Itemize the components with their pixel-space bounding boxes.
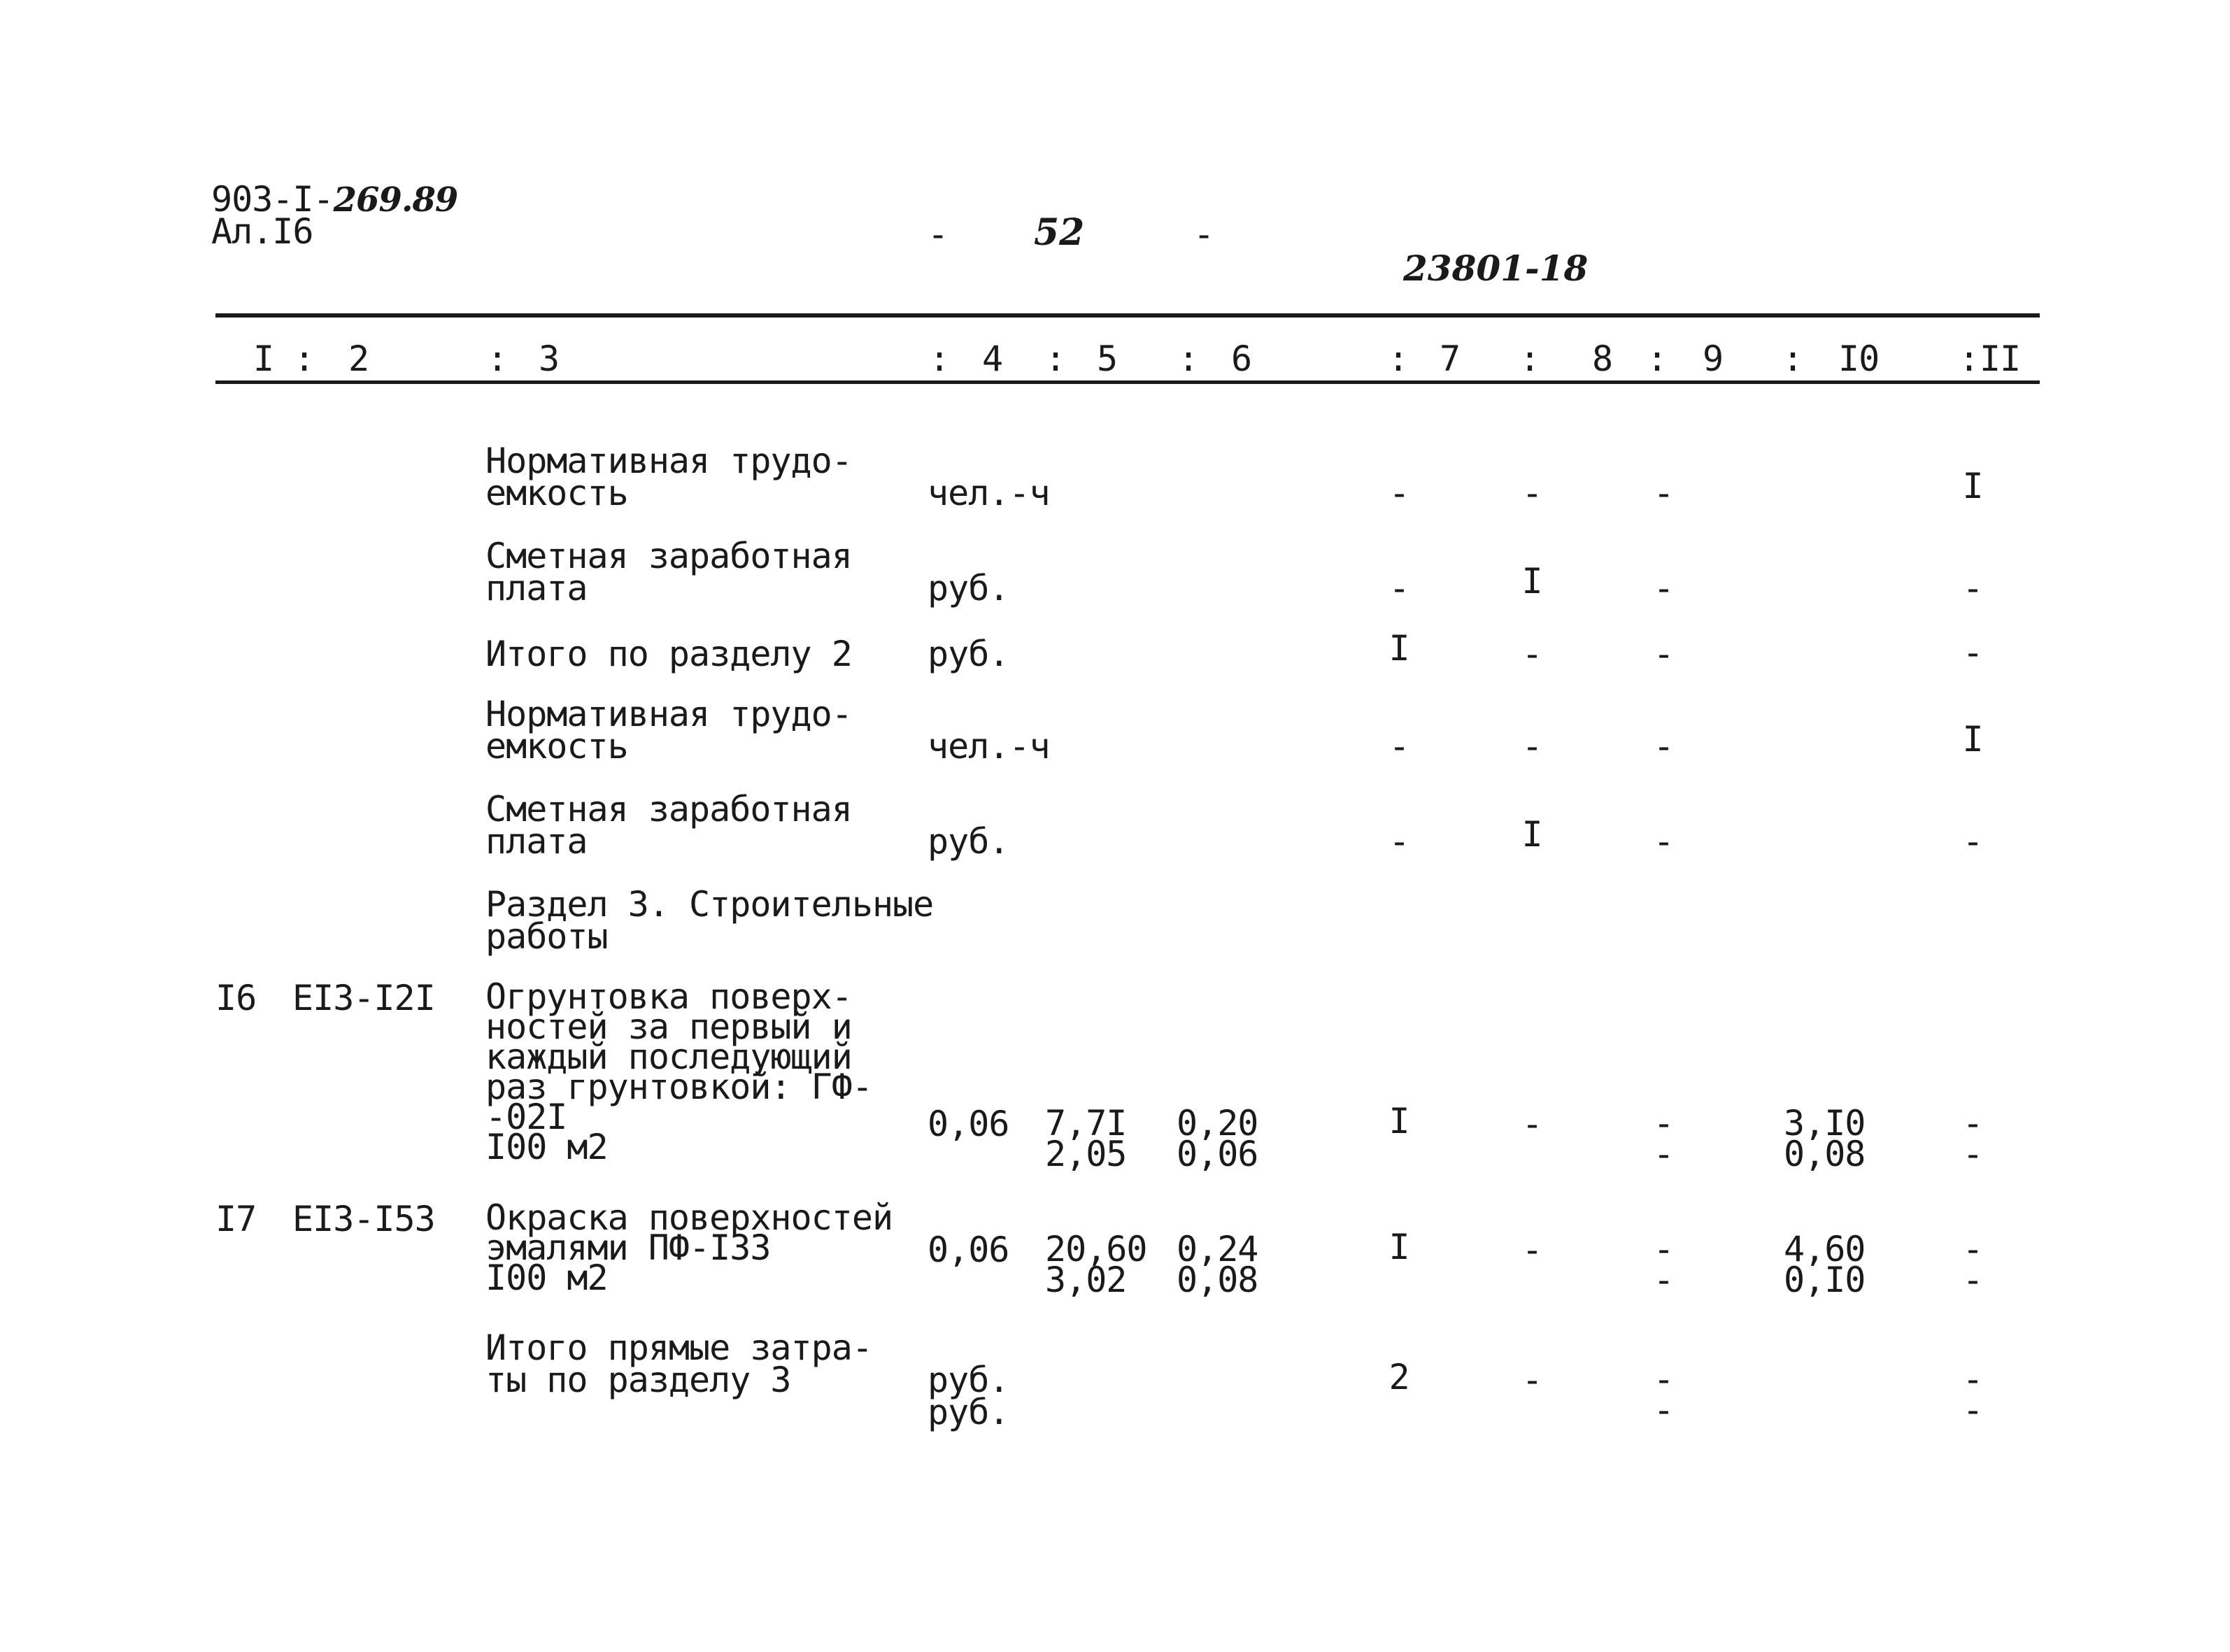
row-col6: 0,20 0,06 xyxy=(1177,1103,1258,1174)
row-description: Нормативная трудо- емкость xyxy=(485,694,852,767)
row-col4: 0,06 xyxy=(928,1104,1009,1144)
row-number: I6 xyxy=(215,978,257,1018)
row-col8: - xyxy=(1521,1360,1542,1400)
row-col6: 0,24 0,08 xyxy=(1177,1229,1258,1300)
row-description: Нормативная трудо- емкость xyxy=(485,441,852,513)
row-unit: чел.-ч xyxy=(928,726,1050,767)
row-description: Сметная заработная плата xyxy=(485,536,852,608)
col-sep-3: : xyxy=(929,339,950,379)
row-col11: - - xyxy=(1962,1103,1983,1174)
row-col11: - xyxy=(1962,632,1983,673)
row-col10: 4,60 0,I0 xyxy=(1784,1229,1866,1300)
col-header-7: 7 xyxy=(1440,339,1461,379)
col-header-2: 2 xyxy=(348,339,369,379)
row-unit: руб. xyxy=(928,634,1009,674)
row-col9: - xyxy=(1653,726,1674,767)
row-col9: - xyxy=(1653,568,1674,608)
col-sep-5: : xyxy=(1178,339,1199,379)
row-unit: руб. руб. xyxy=(928,1360,1009,1432)
row-col7: 2 xyxy=(1389,1357,1409,1397)
col-sep-6: : xyxy=(1388,339,1409,379)
top-rule xyxy=(215,313,2040,318)
row-col10: 3,I0 0,08 xyxy=(1784,1103,1866,1174)
row-col7: - xyxy=(1389,473,1409,513)
row-number: I7 xyxy=(215,1199,257,1239)
row-code: ЕI3-I53 xyxy=(292,1199,435,1239)
row-col8: I xyxy=(1521,561,1542,601)
col-sep-9: : xyxy=(1782,339,1803,379)
section-heading: Раздел 3. Строительные работы xyxy=(485,884,934,957)
col-sep-4: : xyxy=(1045,339,1066,379)
col-header-6: 6 xyxy=(1231,339,1252,379)
col-header-8: 8 xyxy=(1592,339,1613,379)
row-description: Огрунтовка поверх- ностей за первый и каждый последующий раз грунтовкой: ГФ- -02I I00 м2 xyxy=(485,976,872,1167)
row-col11: - xyxy=(1962,821,1983,862)
document-code-handwritten: 269.89 xyxy=(333,180,458,220)
row-col9: - - xyxy=(1653,1229,1674,1300)
row-col5: 7,7I 2,05 xyxy=(1045,1103,1127,1174)
col-header-4: 4 xyxy=(982,339,1003,379)
row-unit: руб. xyxy=(928,568,1009,608)
col-header-3: 3 xyxy=(539,339,560,379)
row-col9: - xyxy=(1653,634,1674,674)
row-col8: I xyxy=(1521,814,1542,855)
row-col9: - xyxy=(1653,821,1674,862)
row-description: Окраска поверхностей эмалями ПФ-I33 I00 м2 xyxy=(485,1197,893,1298)
col-sep-8: : xyxy=(1647,339,1668,379)
row-col11: I xyxy=(1962,466,1983,506)
row-col8: - xyxy=(1521,1104,1542,1144)
page-dash-left: - xyxy=(928,214,949,255)
row-description: Итого по разделу 2 xyxy=(485,634,852,674)
col-sep-7: : xyxy=(1519,339,1540,379)
row-col7: I xyxy=(1389,628,1409,669)
row-unit: руб. xyxy=(928,821,1009,862)
header-bottom-rule xyxy=(215,380,2040,384)
row-col7: - xyxy=(1389,568,1409,608)
col-header-5: 5 xyxy=(1097,339,1118,379)
archive-number: 23801-18 xyxy=(1403,248,1589,289)
row-col8: - xyxy=(1521,726,1542,767)
row-col8: - xyxy=(1521,634,1542,674)
col-sep-1: : xyxy=(294,339,315,379)
row-col11: - - xyxy=(1962,1359,1983,1430)
row-col8: - xyxy=(1521,1230,1542,1270)
row-col4: 0,06 xyxy=(928,1230,1009,1270)
row-unit: чел.-ч xyxy=(928,473,1050,513)
row-col7: - xyxy=(1389,726,1409,767)
row-description: Итого прямые затра- ты по разделу 3 xyxy=(485,1327,872,1400)
album-number: Ал.I6 xyxy=(211,211,313,252)
page-dash-right: - xyxy=(1193,214,1214,255)
row-col7: I xyxy=(1389,1101,1409,1141)
row-col8: - xyxy=(1521,473,1542,513)
row-col11: - xyxy=(1962,568,1983,608)
col-header-1: I xyxy=(253,339,274,379)
row-col9: - - xyxy=(1653,1103,1674,1174)
col-sep-10: : xyxy=(1959,339,1980,379)
row-code: ЕI3-I2I xyxy=(292,978,435,1018)
row-col11: - - xyxy=(1962,1229,1983,1300)
row-description: Сметная заработная плата xyxy=(485,789,852,862)
col-header-9: 9 xyxy=(1703,339,1724,379)
col-header-11: II xyxy=(1980,339,2021,379)
document-code-print: 903-I- xyxy=(211,179,334,220)
row-col7: - xyxy=(1389,821,1409,862)
col-sep-2: : xyxy=(487,339,508,379)
row-col5: 20,60 3,02 xyxy=(1045,1229,1147,1300)
col-header-10: I0 xyxy=(1838,339,1880,379)
row-col9: - - xyxy=(1653,1359,1674,1430)
row-col11: I xyxy=(1962,719,1983,760)
page-number: 52 xyxy=(1034,211,1085,254)
row-col7: I xyxy=(1389,1227,1409,1267)
row-col9: - xyxy=(1653,473,1674,513)
